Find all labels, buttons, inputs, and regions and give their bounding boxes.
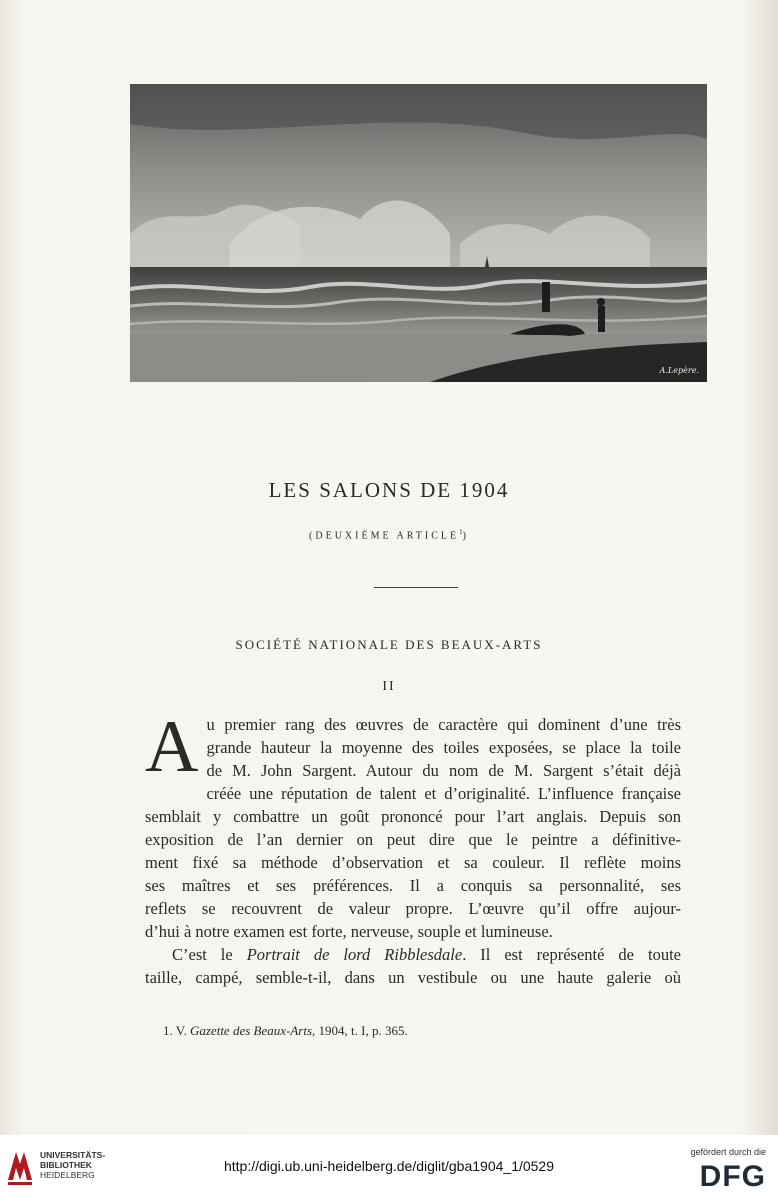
library-name-line: BIBLIOTHEK <box>40 1160 92 1170</box>
body-line: d’hui à notre examen est forte, nerveuse, souple et lumineuse. <box>145 922 553 941</box>
footnote-number: 1. <box>163 1023 173 1038</box>
article-body <box>145 706 681 989</box>
separator-rule <box>374 587 458 588</box>
body-line: taille, campé, semble-t-il, dans un vestibule ou une haute galerie où <box>145 968 681 987</box>
body-line: ses maîtres et ses préférences. Il a conquis sa personnalité, ses <box>145 876 681 895</box>
body-line: créée une réputation de talent et d’originalité. L’influence française <box>206 784 681 803</box>
body-line: u premier rang des œuvres de caractère qui dominent d’une très <box>206 715 681 734</box>
footnote <box>163 1023 408 1039</box>
footnote-citation: , 1904, t. I, p. 365. <box>312 1023 408 1038</box>
body-line: grande hauteur la moyenne des toiles exposées, se place la toile <box>206 738 681 757</box>
artwork-title: Portrait de lord Ribblesdale <box>246 945 463 964</box>
library-name-line: UNIVERSITÄTS- <box>40 1150 106 1160</box>
footnote-prefix: V. <box>175 1023 190 1038</box>
subtitle-close-paren: ) <box>462 530 469 542</box>
dfg-logo[interactable]: DFG <box>699 1160 766 1193</box>
body-text-run: C’est le <box>172 945 247 964</box>
body-line: exposition de l’an dernier on peut dire que le peintre a définitive- <box>145 830 681 849</box>
body-line: semblait y combattre un goût prononcé pour l’art anglais. Depuis son <box>145 807 681 826</box>
subtitle-open-paren: ( <box>309 530 316 542</box>
seascape-illustration <box>130 84 707 382</box>
section-heading: SOCIÉTÉ NATIONALE DES BEAUX-ARTS <box>235 637 543 652</box>
drop-cap: A <box>145 706 199 788</box>
body-text-run: . Il est représenté de toute <box>462 945 681 964</box>
artist-signature: A.Lepère. <box>659 366 699 375</box>
seascape-image <box>130 84 707 382</box>
body-line: ment fixé sa méthode d’observation et sa couleur. Il reflète moins <box>145 853 681 872</box>
library-name-line: HEIDELBERG <box>40 1170 95 1180</box>
body-line <box>145 943 681 966</box>
body-line: de M. John Sargent. Autour du nom de M. Sargent s’était déjà <box>206 761 681 780</box>
funding-caption: gefördert durch die <box>690 1147 766 1157</box>
footnote-journal: Gazette des Beaux-Arts <box>189 1023 313 1038</box>
article-subtitle <box>0 528 778 541</box>
article-title: LES SALONS DE 1904 <box>268 478 510 502</box>
body-line: reflets se recouvrent de valeur propre. L’œuvre qu’il offre aujour- <box>145 899 681 918</box>
permalink-url[interactable]: http://digi.ub.uni-heidelberg.de/diglit/gba1904_1/0529 <box>223 1158 555 1174</box>
chapter-number: II <box>382 679 396 694</box>
subtitle-text: DEUXIÈME ARTICLE <box>315 530 460 542</box>
footnote-reference: 1 <box>459 528 463 536</box>
